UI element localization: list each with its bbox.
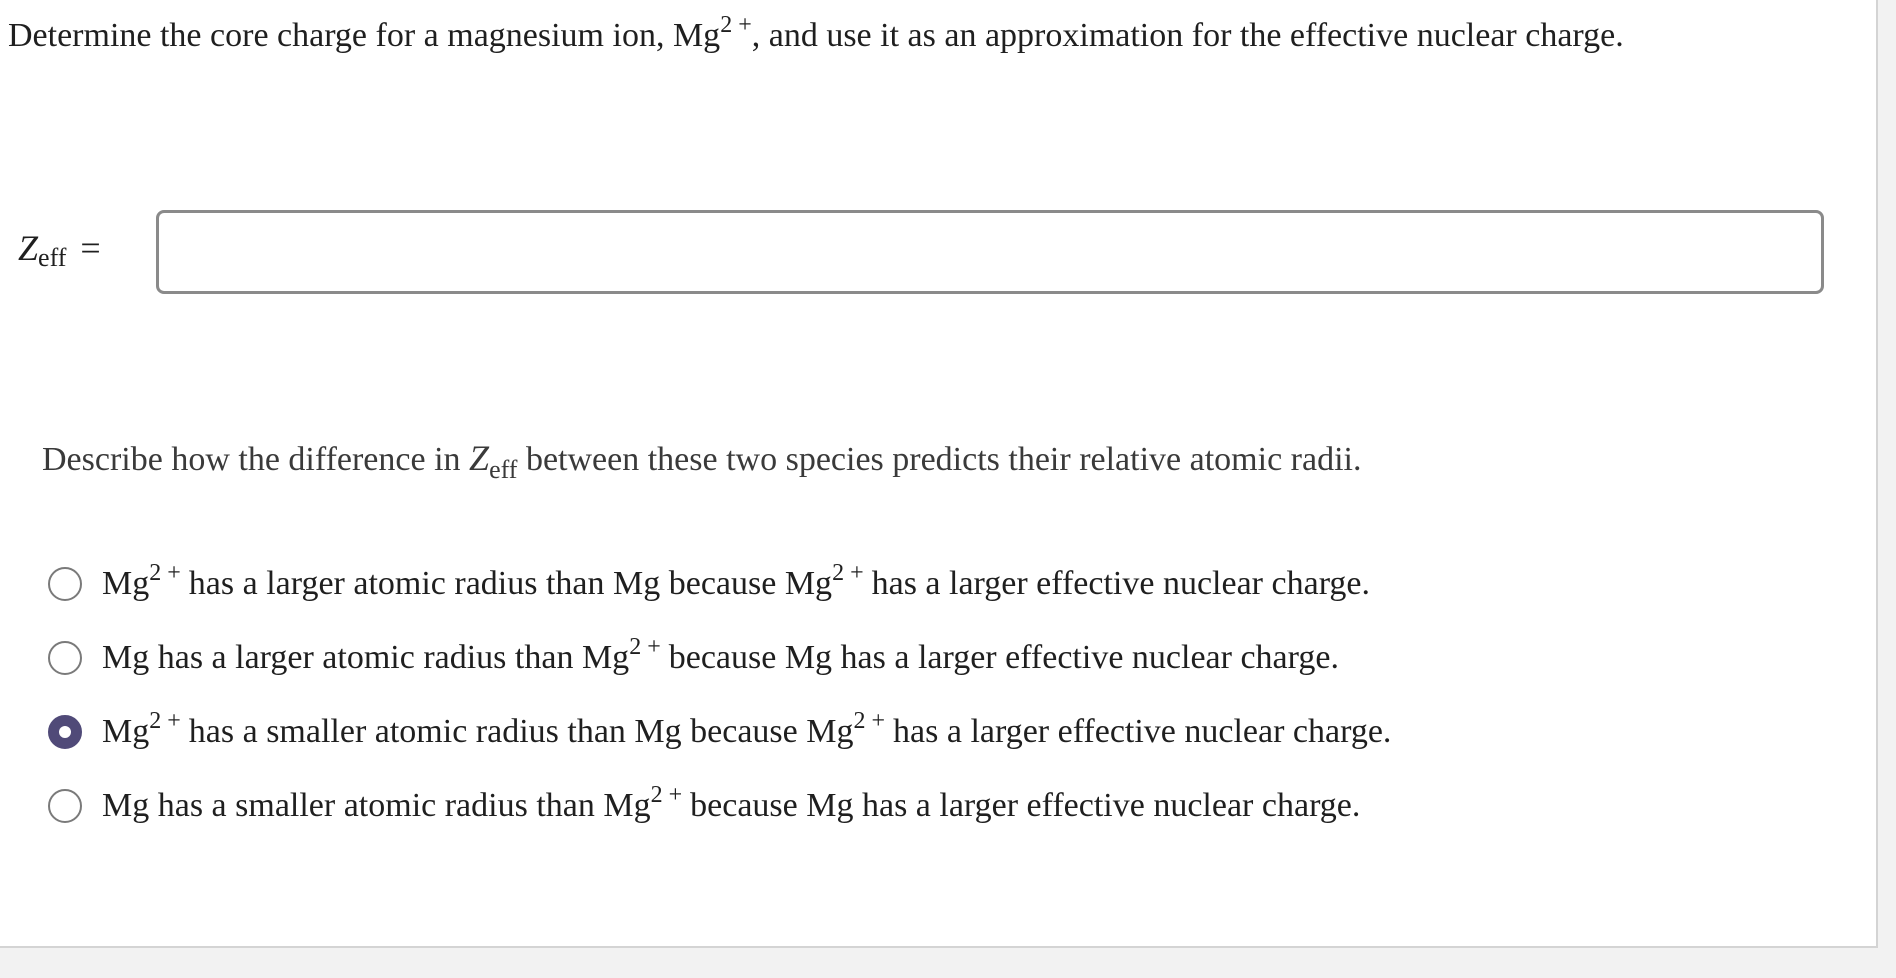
option-2-text-a: Mg has a larger atomic radius than Mg <box>102 639 630 676</box>
option-1-text-a: Mg <box>102 565 150 602</box>
question-zeff-subscript: eff <box>489 455 518 484</box>
question-core-charge-prefix: Determine the core charge for a magnesium ion, Mg <box>8 17 721 54</box>
zeff-equals: = <box>80 228 101 268</box>
question-atomic-radii <box>42 436 1361 484</box>
zeff-subscript: eff <box>38 243 67 272</box>
option-4-charge-a: 2 + <box>650 781 683 808</box>
answer-option-2-label <box>102 633 1339 680</box>
answer-option-4-label <box>102 781 1361 828</box>
option-3-charge-b: 2 + <box>853 707 886 734</box>
radio-button-3[interactable] <box>48 715 82 749</box>
zeff-answer-input[interactable] <box>156 210 1824 294</box>
question-core-charge <box>8 11 1624 58</box>
option-2-charge-a: 2 + <box>629 633 661 660</box>
answer-option-1-label <box>102 559 1370 606</box>
option-1-text-c: has a larger effective nuclear charge. <box>871 565 1370 602</box>
question-core-charge-suffix: , and use it as an approximation for the effective nuclear charge. <box>751 17 1624 54</box>
option-1-charge-a: 2 + <box>149 559 181 586</box>
radio-button-4[interactable] <box>48 789 82 823</box>
option-3-text-c: has a larger effective nuclear charge. <box>893 713 1392 750</box>
answer-option-2[interactable] <box>48 633 1339 680</box>
answer-option-3-label <box>102 707 1392 754</box>
option-1-text-b: has a larger atomic radius than Mg because Mg <box>188 565 833 602</box>
radio-button-2[interactable] <box>48 641 82 675</box>
answer-option-3[interactable] <box>48 707 1392 754</box>
question-atomic-radii-suffix: between these two species predicts their relative atomic radii. <box>517 441 1362 478</box>
zeff-symbol: Z <box>18 228 39 268</box>
option-3-charge-a: 2 + <box>149 707 181 734</box>
answer-option-4[interactable] <box>48 781 1361 828</box>
answer-option-1[interactable] <box>48 559 1370 606</box>
option-2-text-b: because Mg has a larger effective nuclear charge. <box>668 639 1339 676</box>
option-3-text-a: Mg <box>102 713 150 750</box>
question-atomic-radii-prefix: Describe how the difference in <box>42 441 470 478</box>
radio-button-1[interactable] <box>48 567 82 601</box>
question-core-charge-charge: 2 + <box>720 11 752 38</box>
option-1-charge-b: 2 + <box>832 559 864 586</box>
option-4-text-b: because Mg has a larger effective nuclear charge. <box>690 787 1361 824</box>
option-4-text-a: Mg has a smaller atomic radius than Mg <box>102 787 651 824</box>
option-3-text-b: has a smaller atomic radius than Mg because Mg <box>188 713 854 750</box>
zeff-label <box>18 228 101 272</box>
question-zeff-symbol: Z <box>469 438 490 478</box>
